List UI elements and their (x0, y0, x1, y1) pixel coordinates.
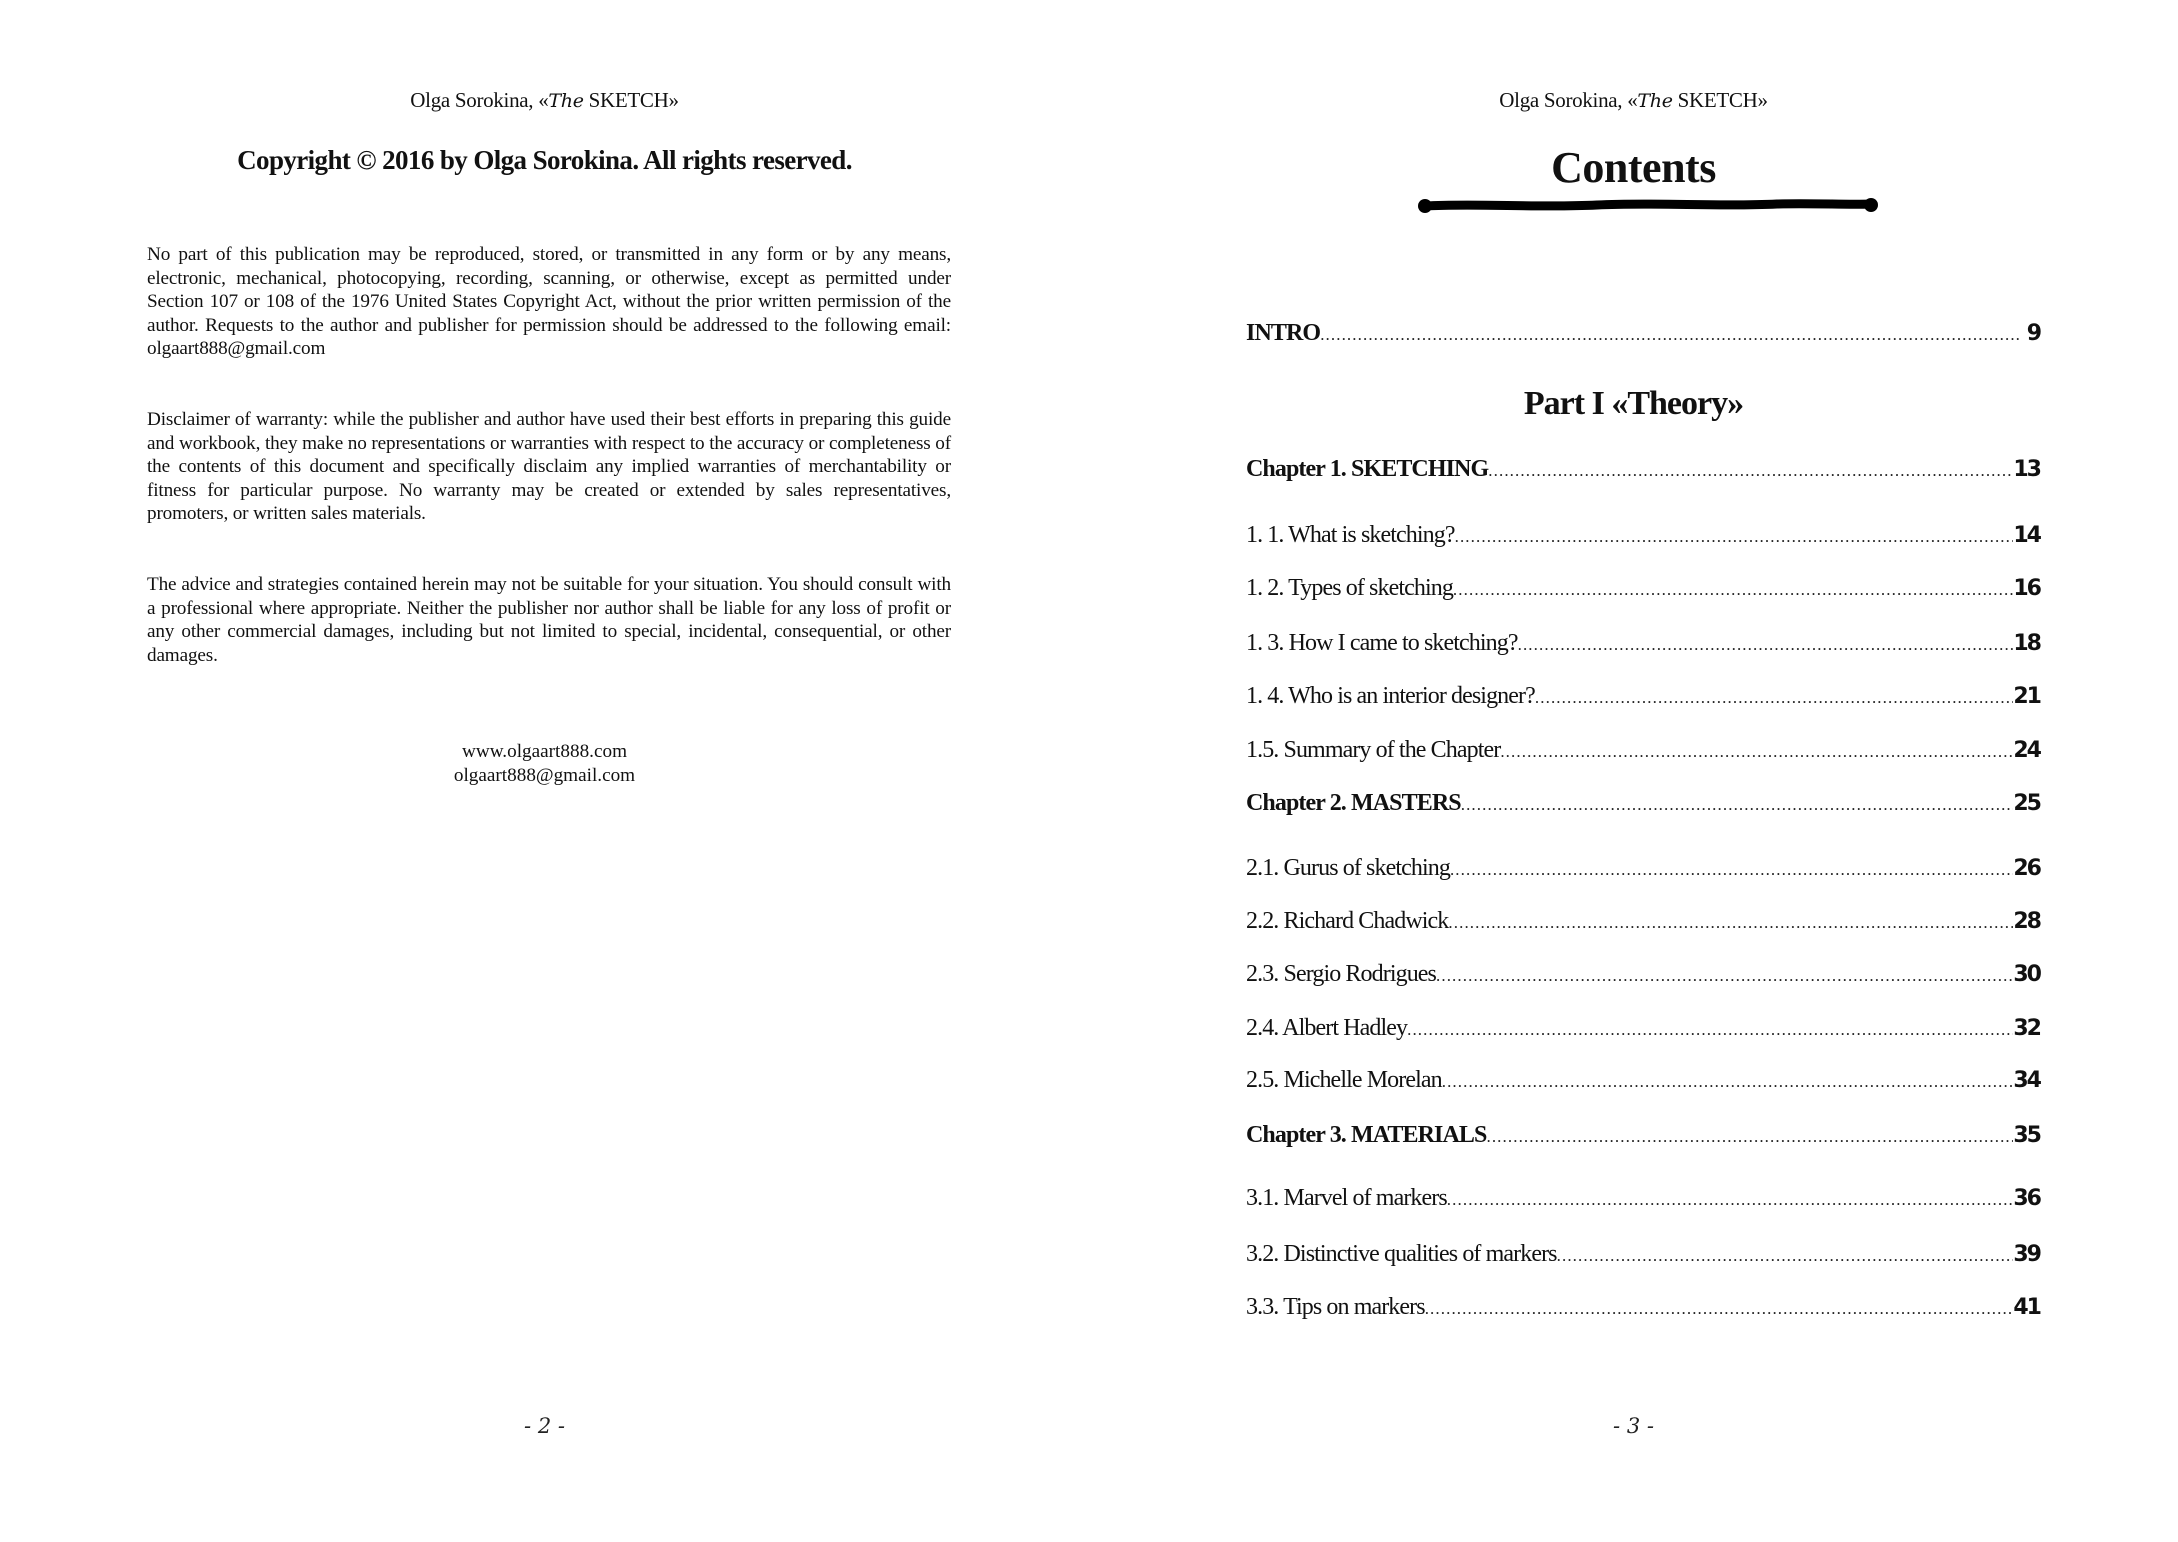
email-link[interactable]: olgaart888@gmail.com (453, 764, 636, 786)
toc-entry[interactable] (1246, 320, 2040, 354)
toc-entry-page: 30 (2013, 962, 2040, 987)
brush-stroke-underline (1417, 196, 1879, 216)
toc-entry-page: 24 (2013, 738, 2040, 763)
running-head-script-word: The (548, 90, 584, 112)
contents-title: Contents (1551, 143, 1716, 192)
dot-leader (1535, 688, 2013, 708)
toc-entry[interactable] (1246, 575, 2040, 609)
toc-entry-label: 2.2. Richard Chadwick (1246, 908, 1449, 934)
dot-leader (1488, 461, 2013, 481)
dot-leader (1486, 1127, 2013, 1147)
page-number: - 2 - (524, 1414, 565, 1438)
website-link[interactable]: www.olgaart888.com (461, 741, 627, 762)
toc-entry-label: 2.3. Sergio Rodrigues (1246, 961, 1436, 987)
toc-entry-label: 3.1. Marvel of markers (1246, 1185, 1447, 1211)
toc-entry-page: 13 (2013, 457, 2040, 482)
toc-entry-page: 26 (2013, 856, 2040, 881)
dot-leader (1442, 1072, 2014, 1092)
toc-entry-label: 1.5. Summary of the Chapter (1246, 737, 1501, 763)
toc-entry-label: 2.5. Michelle Morelan (1246, 1067, 1442, 1093)
disclaimer-paragraph: Disclaimer of warranty: while the publisher and author have used their best efforts in preparing this guide and workbook, they make no representations or warranties with respect to the accuracy or completeness of the contents of this document and specifically disclaim any implied warranties of merchantability or fitness for particular purpose. No warranty may be created or extended by sales representatives, promoters, or written sales materials. (147, 409, 951, 525)
toc-entry[interactable] (1246, 630, 2040, 664)
dot-leader (1453, 580, 2013, 600)
dot-leader (1518, 635, 2014, 655)
running-head-title: SKETCH» (1672, 88, 1768, 112)
dot-leader (1425, 1299, 2014, 1319)
dot-leader (1407, 1020, 2013, 1040)
toc-entry-label: 2.4. Albert Hadley (1246, 1015, 1408, 1041)
dot-leader (1320, 325, 2020, 345)
toc-entry[interactable] (1246, 1294, 2040, 1328)
running-head (1089, 88, 2178, 113)
toc-entry[interactable] (1246, 961, 2040, 995)
toc-entry[interactable] (1246, 1185, 2040, 1219)
toc-entry[interactable] (1246, 1067, 2040, 1101)
running-head-author: Olga Sorokina, « (1499, 88, 1638, 112)
toc-entry-page: 21 (2013, 684, 2040, 709)
toc-entry-page: 16 (2013, 576, 2040, 601)
toc-entry-label: 1. 3. How I came to sketching? (1246, 630, 1518, 656)
contact-block (0, 740, 1089, 787)
toc-entry[interactable] (1246, 855, 2040, 889)
toc-entry[interactable] (1246, 683, 2040, 717)
toc-entry[interactable] (1246, 456, 2040, 490)
copyright-paragraph: No part of this publication may be reproduced, stored, or transmitted in any form or by any means, electronic, mechanical, photocopying, recording, scanning, or otherwise, except as permitted under Section 107 or 108 of the 1976 United States Copyright Act, without the prior written permission of the author. Requests to the author and publisher for permission should be addressed to the following email: olgaart888@gmail.com (147, 244, 951, 360)
toc-entry[interactable] (1246, 1241, 2040, 1275)
advice-paragraph: The advice and strategies contained herein may not be suitable for your situation. You should consult with a professional where appropriate. Neither the publisher nor author shall be liable for any loss of profit or any other commercial damages, including but not limited to special, incidental, consequential, or other damages. (147, 574, 951, 666)
toc-entry-page: 14 (2013, 523, 2040, 548)
toc-entry-page: 39 (2013, 1242, 2040, 1267)
toc-entry-label: INTRO (1246, 320, 1321, 346)
toc-entry-label: 1. 1. What is sketching? (1246, 522, 1455, 548)
toc-entry-label: Chapter 3. MATERIALS (1246, 1122, 1487, 1148)
dot-leader (1450, 860, 2013, 880)
running-head-author: Olga Sorokina, « (410, 88, 549, 112)
toc-entry-label: 2.1. Gurus of sketching (1246, 855, 1450, 881)
toc-entry[interactable] (1246, 522, 2040, 556)
toc-entry[interactable] (1246, 737, 2040, 771)
dot-leader (1461, 795, 2014, 815)
toc-entry[interactable] (1246, 1122, 2040, 1156)
toc-entry-page: 41 (2013, 1295, 2040, 1320)
toc-entry-page: 36 (2013, 1186, 2040, 1211)
dot-leader (1448, 913, 2013, 933)
running-head-script-word: The (1637, 90, 1673, 112)
dot-leader (1436, 966, 2013, 986)
toc-entry-label: Chapter 1. SKETCHING (1246, 456, 1489, 482)
page-number: - 3 - (1613, 1414, 1654, 1438)
right-page (1089, 0, 2178, 1542)
toc-entry-label: 1. 2. Types of sketching (1246, 575, 1453, 601)
toc-entry-page: 28 (2013, 909, 2040, 934)
running-head (0, 88, 1089, 113)
toc-entry[interactable] (1246, 908, 2040, 942)
toc-entry[interactable] (1246, 1015, 2040, 1049)
dot-leader (1455, 527, 2014, 547)
toc-entry-page: 18 (2013, 631, 2040, 656)
dot-leader (1557, 1246, 2014, 1266)
toc-entry-label: Chapter 2. MASTERS (1246, 790, 1461, 816)
toc-entry-page: 34 (2013, 1068, 2040, 1093)
toc-entry-label: 3.2. Distinctive qualities of markers (1246, 1241, 1557, 1267)
toc-entry[interactable] (1246, 790, 2040, 824)
toc-entry-page: 9 (2026, 321, 2040, 346)
toc-entry-label: 1. 4. Who is an interior designer? (1246, 683, 1535, 709)
toc-entry-page: 25 (2013, 791, 2040, 816)
running-head-title: SKETCH» (583, 88, 679, 112)
dot-leader (1500, 742, 2013, 762)
toc-entry-page: 35 (2013, 1123, 2040, 1148)
toc-entry-page: 32 (2013, 1016, 2040, 1041)
part-title: Part I «Theory» (1523, 385, 1744, 422)
copyright-title: Copyright © 2016 by Olga Sorokina. All rights reserved. (237, 145, 852, 175)
dot-leader (1447, 1190, 2014, 1210)
toc-entry-label: 3.3. Tips on markers (1246, 1294, 1425, 1320)
